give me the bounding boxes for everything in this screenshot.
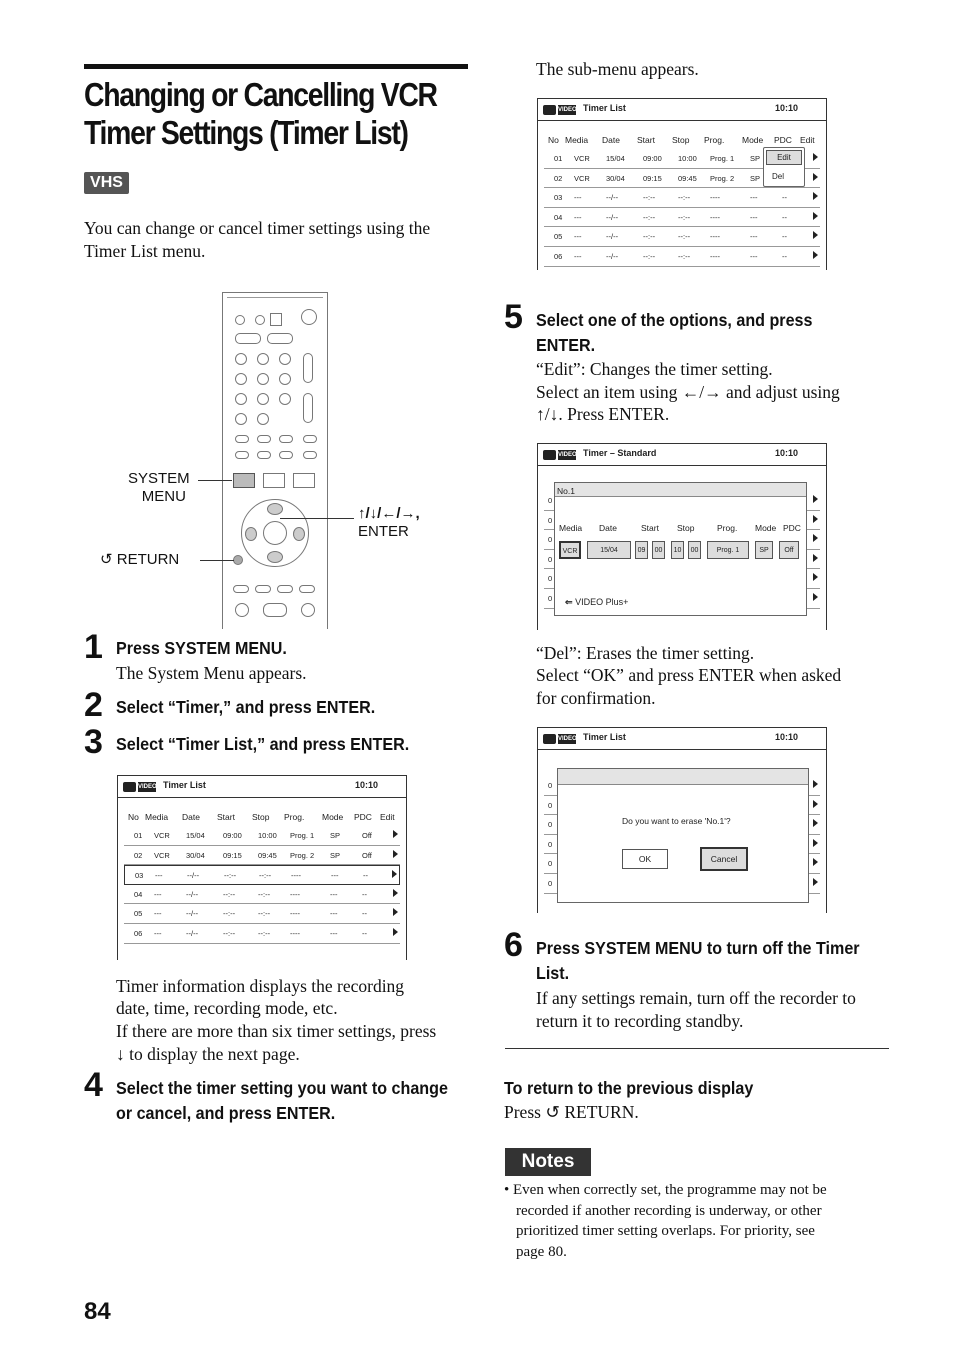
step-number: 3 <box>84 723 103 761</box>
page-title: Changing or Cancelling VCR Timer Settings (Timer List) <box>84 76 437 151</box>
step-heading: Press SYSTEM MENU. <box>116 638 287 658</box>
table-cell: --- <box>574 193 582 203</box>
table-cell: 04 <box>134 889 143 899</box>
ok-button[interactable]: OK <box>622 849 668 869</box>
arrows-label: ↑/↓/←/→, <box>358 505 420 522</box>
table-cell: --:-- <box>678 212 691 222</box>
step-number: 4 <box>84 1066 103 1104</box>
table-cell: --- <box>154 909 162 919</box>
table-cell: 09:45 <box>258 850 277 860</box>
table-cell: --:-- <box>223 909 236 919</box>
table-cell: 30/04 <box>186 850 205 860</box>
edit-dialog: No.1 Media Date Start Stop Prog. Mode PDC VCR 15/04 09 00 10 00 Prog. 1 SP Off ⇐ VIDEO Plus+ <box>554 482 807 616</box>
step-text: date, time, recording mode, etc. <box>116 998 338 1018</box>
step-number: 6 <box>504 926 523 964</box>
step-number: 1 <box>84 628 103 666</box>
step-text: return it to recording standby. <box>536 1011 744 1031</box>
chevron-right-icon[interactable] <box>813 173 818 181</box>
table-cell: 06 <box>134 929 143 938</box>
table-cell: --/-- <box>186 909 199 919</box>
table-cell: Prog. 2 <box>290 850 315 860</box>
step-text: “Del”: Erases the timer setting. <box>536 643 755 663</box>
table-cell: SP <box>750 173 761 183</box>
system-menu-label: SYSTEM MENU <box>128 470 190 505</box>
table-row[interactable] <box>544 188 820 208</box>
intro-text: You can change or cancel timer settings using the Timer List menu. <box>84 218 431 261</box>
table-cell: 09:15 <box>223 850 242 860</box>
chevron-right-icon[interactable] <box>813 495 818 503</box>
chevron-right-icon[interactable] <box>393 889 398 897</box>
table-cell: 04 <box>554 212 563 222</box>
chevron-right-icon[interactable] <box>813 554 818 562</box>
step-heading: ENTER. <box>536 335 596 355</box>
remote-illustration <box>222 292 328 629</box>
video-plus-link[interactable]: ⇐ VIDEO Plus+ <box>565 597 629 607</box>
table-cell: -- <box>363 871 368 881</box>
submenu-del[interactable]: Del <box>772 172 785 181</box>
table-cell: 02 <box>134 850 143 860</box>
table-row[interactable] <box>124 826 400 846</box>
table-cell: 15/04 <box>606 154 625 163</box>
arrow-left-icon: ⇐ <box>565 597 573 607</box>
step-number: 2 <box>84 686 103 724</box>
submenu-popup[interactable] <box>763 147 805 187</box>
chevron-right-icon[interactable] <box>813 534 818 542</box>
step-text: Timer information displays the recording <box>116 976 405 996</box>
table-cell: 0 <box>548 496 553 505</box>
table-cell: ---- <box>710 252 720 261</box>
chevron-right-icon[interactable] <box>813 573 818 581</box>
table-cell: ---- <box>710 212 720 222</box>
table-cell: -- <box>782 212 787 222</box>
stop-hour-field[interactable]: 10 <box>671 541 684 559</box>
table-cell: 0 <box>548 594 553 603</box>
chevron-right-icon[interactable] <box>392 870 397 878</box>
notes-list: • Even when correctly set, the programme may not be recorded if another recording is underway, or other prioritized timer setting overlaps. For priority, see page 80. <box>504 1182 827 1260</box>
table-cell: --:-- <box>258 889 271 899</box>
table-cell: VCR <box>154 831 170 840</box>
date-field[interactable]: 15/04 <box>587 541 631 559</box>
start-hour-field[interactable]: 09 <box>635 541 648 559</box>
table-cell: --- <box>155 871 163 881</box>
table-cell: --:-- <box>643 212 656 222</box>
table-cell: 09:15 <box>643 173 662 183</box>
prog-field[interactable]: Prog. 1 <box>707 541 749 559</box>
leader-line <box>200 560 234 561</box>
table-cell: 0 <box>548 820 553 830</box>
table-cell: -- <box>362 909 367 919</box>
table-cell: --:-- <box>258 909 271 919</box>
table-cell: 03 <box>554 193 563 203</box>
table-cell: 0 <box>548 574 553 584</box>
table-cell: --- <box>574 212 582 222</box>
return-label: ↺ RETURN <box>100 551 180 568</box>
table-cell: ---- <box>290 889 300 899</box>
table-cell: SP <box>330 831 341 840</box>
table-cell: --- <box>750 193 758 203</box>
table-cell: ---- <box>710 232 720 242</box>
table-cell: --- <box>154 929 162 938</box>
table-cell: 0 <box>548 859 553 869</box>
table-cell: -- <box>782 193 787 203</box>
table-row[interactable] <box>124 885 400 905</box>
table-row[interactable] <box>124 846 400 866</box>
table-cell: VCR <box>574 173 590 183</box>
title-rule <box>84 64 468 69</box>
vhs-badge: VHS <box>84 172 129 194</box>
return-text: Press ↺ RETURN. <box>504 1102 639 1122</box>
table-cell: --/-- <box>606 232 619 242</box>
table-cell: --- <box>330 909 338 919</box>
table-row[interactable] <box>544 247 820 267</box>
chevron-right-icon[interactable] <box>393 850 398 858</box>
table-cell: --:-- <box>678 193 691 203</box>
table-cell: --- <box>750 252 758 261</box>
chevron-right-icon[interactable] <box>813 780 818 788</box>
step-text: ↓ to display the next page. <box>116 1044 300 1064</box>
table-cell: --:-- <box>223 889 236 899</box>
table-cell: 30/04 <box>606 173 625 183</box>
step-text: for confirmation. <box>536 688 656 708</box>
leader-line <box>280 518 354 519</box>
step-text: The System Menu appears. <box>116 663 307 683</box>
table-cell: -- <box>362 889 367 899</box>
table-cell: --:-- <box>258 929 271 938</box>
confirm-dialog <box>557 768 809 903</box>
step-heading: Select one of the options, and press <box>536 310 813 330</box>
step-heading: Select “Timer,” and press ENTER. <box>116 697 376 717</box>
table-cell: Prog. 1 <box>290 831 315 840</box>
chevron-right-icon[interactable] <box>813 251 818 259</box>
table-cell: -- <box>782 232 787 242</box>
table-cell: 0 <box>548 781 553 790</box>
table-cell: ---- <box>290 929 300 938</box>
table-cell: 06 <box>554 252 563 261</box>
table-cell: --:-- <box>643 232 656 242</box>
cancel-button[interactable]: Cancel <box>700 847 748 871</box>
step-text: The sub-menu appears. <box>536 59 699 79</box>
timer-list-submenu-screen: VIDEO Timer List 10:10 No Media Date Start Stop Prog. Mode PDC Edit 01 VCR 15/04 09:00 10:00 Prog. 1 SP 02 VCR 30/04 09:15 09:45 Prog. 2 SP 03 --- --/-- --:-- --:-- ---- --- -- 04 --- --/-- --:-- --:-- ---- --- -- 05 --- --/-- --:-- --:-- ---- --- -- 06 --- --/-- --:-- --:-- ---- --- -- Edit Del <box>537 98 827 270</box>
table-cell: --/-- <box>186 889 199 899</box>
table-cell: 0 <box>548 839 553 849</box>
table-cell: SP <box>750 154 761 163</box>
table-cell: 09:00 <box>643 154 662 163</box>
table-cell: 0 <box>548 554 553 564</box>
start-min-field[interactable]: 00 <box>652 541 665 559</box>
table-cell: --/-- <box>187 871 200 881</box>
table-cell: Off <box>362 831 372 840</box>
table-cell: --:-- <box>259 871 272 881</box>
table-cell: --- <box>331 871 339 881</box>
page-number: 84 <box>84 1298 111 1325</box>
table-cell: -- <box>362 929 367 938</box>
divider <box>505 1048 889 1049</box>
table-cell: 0 <box>548 535 553 545</box>
chevron-right-icon[interactable] <box>813 858 818 866</box>
table-cell: Off <box>362 850 372 860</box>
table-row[interactable] <box>124 904 400 924</box>
table-row[interactable] <box>544 227 820 247</box>
chevron-right-icon[interactable] <box>813 212 818 220</box>
step-heading: List. <box>536 963 570 983</box>
table-cell: --:-- <box>678 232 691 242</box>
table-cell: 01 <box>554 154 563 163</box>
table-cell: 09:00 <box>223 831 242 840</box>
stop-min-field[interactable]: 00 <box>688 541 701 559</box>
table-cell: Prog. 1 <box>710 154 735 163</box>
table-cell: --- <box>574 252 582 261</box>
mode-field[interactable]: SP <box>755 541 773 559</box>
step-text: Select “OK” and press ENTER when asked <box>536 665 842 685</box>
table-cell: 09:45 <box>678 173 697 183</box>
enter-label: ENTER <box>358 523 409 540</box>
table-cell: SP <box>330 850 341 860</box>
table-cell: Prog. 2 <box>710 173 735 183</box>
leader-line <box>198 480 232 481</box>
table-cell: 02 <box>554 173 563 183</box>
chevron-right-icon[interactable] <box>813 800 818 808</box>
table-cell: ---- <box>291 871 301 881</box>
table-cell: 05 <box>134 909 143 919</box>
system-menu-key <box>233 473 255 488</box>
step-text: If any settings remain, turn off the recorder to <box>536 988 856 1008</box>
chevron-right-icon[interactable] <box>813 153 818 161</box>
table-cell: VCR <box>154 850 170 860</box>
table-cell: 0 <box>548 879 553 888</box>
table-cell: 15/04 <box>186 831 205 840</box>
table-cell: VCR <box>574 154 590 163</box>
chevron-right-icon[interactable] <box>813 515 818 523</box>
table-cell: --/-- <box>186 929 199 938</box>
submenu-edit[interactable]: Edit <box>766 150 802 165</box>
media-field[interactable]: VCR <box>559 541 581 559</box>
step-heading: Select the timer setting you want to change <box>116 1078 448 1098</box>
table-row[interactable] <box>124 865 400 885</box>
step-text: “Edit”: Changes the timer setting. <box>536 359 773 379</box>
confirm-message: Do you want to erase 'No.1'? <box>622 816 731 826</box>
table-cell: --:-- <box>223 929 236 938</box>
table-cell: --- <box>574 232 582 242</box>
chevron-right-icon[interactable] <box>393 928 398 936</box>
step-number: 5 <box>504 298 523 336</box>
table-cell: --- <box>330 889 338 899</box>
timer-list-screen: VIDEO Timer List 10:10 No Media Date Start Stop Prog. Mode PDC Edit 01 VCR 15/04 09:00 10:00 Prog. 1 SP Off 02 VCR 30/04 09:15 09:45 Prog. 2 SP Off 03 --- --/-- --:-- --:-- ---- --- -- 04 --- --/-- --:-- --:-- ---- --- -- 05 --- --/-- --:-- --:-- ---- --- -- 06 --- --/-- --:-- --:-- ---- --- -- <box>117 775 407 960</box>
table-cell: 01 <box>134 831 143 840</box>
step-text: ↑/↓. Press ENTER. <box>536 404 670 424</box>
step-heading: Press SYSTEM MENU to turn off the Timer <box>536 938 860 958</box>
table-cell: --- <box>750 212 758 222</box>
notes-badge: Notes <box>505 1148 591 1176</box>
chevron-right-icon[interactable] <box>393 830 398 838</box>
chevron-right-icon[interactable] <box>813 878 818 886</box>
return-heading: To return to the previous display <box>504 1078 754 1098</box>
table-cell: --/-- <box>606 193 619 203</box>
timer-standard-screen: VIDEO Timer – Standard 10:10 0 0 0 0 0 0 No.1 Media Date Start Stop Prog. Mode PDC VCR 15/04 09 00 10 00 Prog. 1 SP Off ⇐ VIDEO Plus+ <box>537 443 827 630</box>
step-text: Select an item using ←/→ and adjust using <box>536 382 840 402</box>
table-cell: --- <box>154 889 162 899</box>
table-cell: --:-- <box>678 252 691 261</box>
erase-confirm-screen: VIDEO Timer List 10:10 0 0 0 0 0 0 Do you want to erase 'No.1'? OK Cancel <box>537 727 827 913</box>
table-row[interactable] <box>124 924 400 944</box>
chevron-right-icon[interactable] <box>393 908 398 916</box>
pdc-field[interactable]: Off <box>779 541 799 559</box>
table-cell: --/-- <box>606 252 619 261</box>
table-cell: 03 <box>135 871 144 881</box>
table-cell: --:-- <box>643 252 656 261</box>
table-cell: 10:00 <box>258 831 277 840</box>
chevron-right-icon[interactable] <box>813 839 818 847</box>
chevron-right-icon[interactable] <box>813 593 818 601</box>
step-text: If there are more than six timer settings, press <box>116 1021 437 1041</box>
table-cell: --- <box>750 232 758 242</box>
table-cell: --:-- <box>643 193 656 203</box>
step-heading: or cancel, and press ENTER. <box>116 1103 336 1123</box>
table-row[interactable] <box>544 208 820 228</box>
table-cell: -- <box>782 252 787 261</box>
chevron-right-icon[interactable] <box>813 192 818 200</box>
table-cell: 05 <box>554 232 563 242</box>
table-cell: ---- <box>290 909 300 919</box>
table-cell: --- <box>330 929 338 938</box>
table-cell: 10:00 <box>678 154 697 163</box>
table-cell: 0 <box>548 800 553 810</box>
table-cell: 0 <box>548 515 553 525</box>
chevron-right-icon[interactable] <box>813 231 818 239</box>
step-heading: Select “Timer List,” and press ENTER. <box>116 734 410 754</box>
table-cell: ---- <box>710 193 720 203</box>
table-cell: --:-- <box>224 871 237 881</box>
table-cell: --/-- <box>606 212 619 222</box>
chevron-right-icon[interactable] <box>813 819 818 827</box>
